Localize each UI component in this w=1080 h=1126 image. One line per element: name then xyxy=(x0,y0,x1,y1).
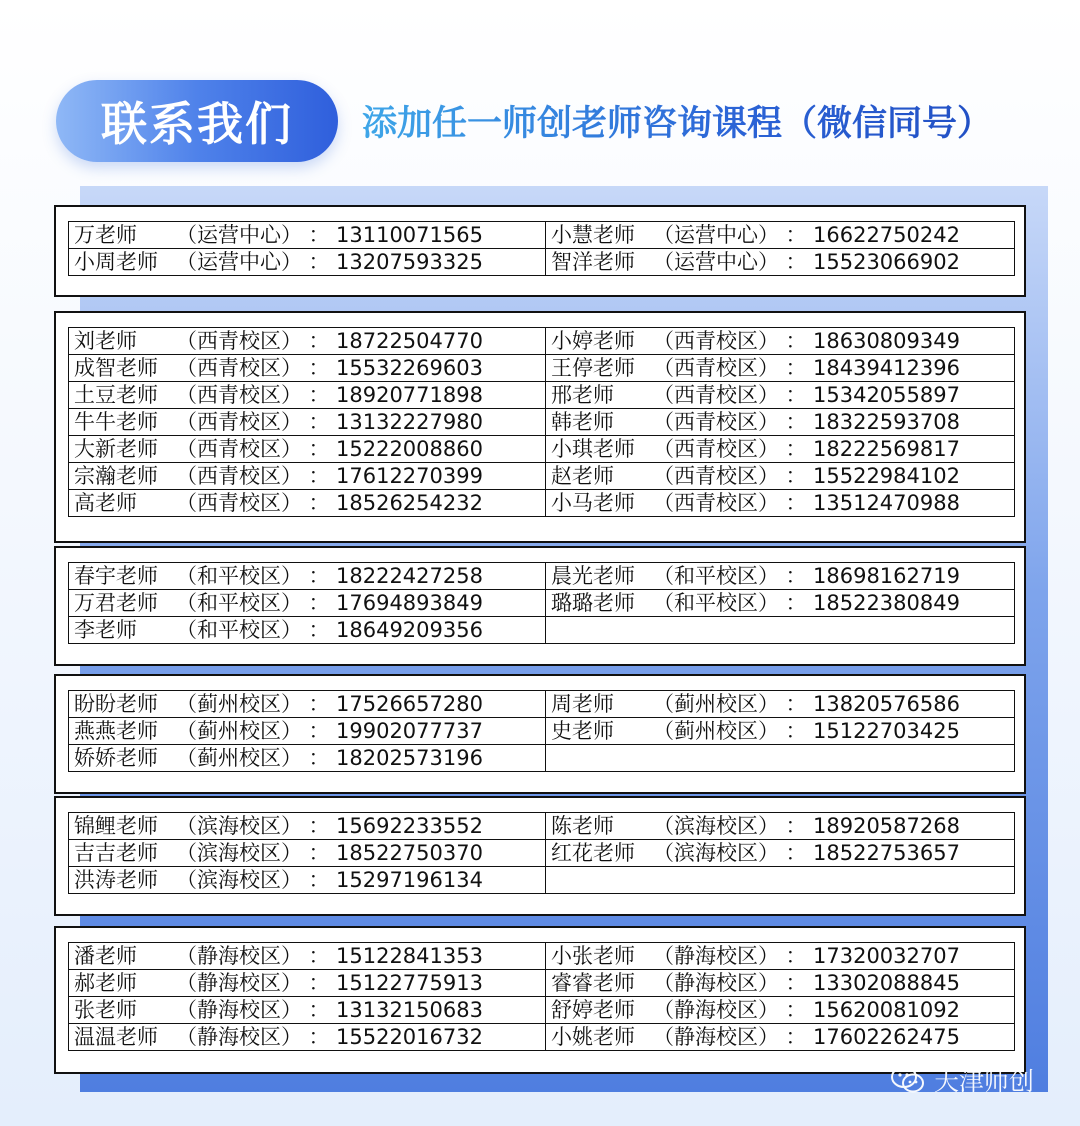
table-row xyxy=(69,590,1015,617)
table-row xyxy=(69,813,1015,840)
contact-cell xyxy=(546,355,1015,382)
teacher-name: 小姚老师 xyxy=(551,1025,635,1049)
phone-number[interactable]: 15692233552 xyxy=(336,814,483,838)
phone-number[interactable]: 18526254232 xyxy=(336,491,483,515)
separator: ： xyxy=(308,356,330,380)
separator: ： xyxy=(308,868,330,892)
campus-label: （静海校区） xyxy=(653,944,779,968)
teacher-name: 春宇老师 xyxy=(74,564,158,588)
contact-cell xyxy=(546,563,1015,590)
watermark-text: 天津师创 xyxy=(934,1067,1035,1096)
separator: ： xyxy=(308,564,330,588)
table-row xyxy=(69,617,1015,644)
teacher-name: 小张老师 xyxy=(551,944,635,968)
table-row xyxy=(69,355,1015,382)
separator: ： xyxy=(785,223,807,247)
campus-label: （蓟州校区） xyxy=(653,692,779,716)
phone-number[interactable]: 15342055897 xyxy=(813,383,960,407)
separator: ： xyxy=(308,998,330,1022)
teacher-name: 娇娇老师 xyxy=(74,746,158,770)
phone-number[interactable]: 15122775913 xyxy=(336,971,483,995)
campus-label: （西青校区） xyxy=(176,383,302,407)
phone-number[interactable]: 18522380849 xyxy=(813,591,960,615)
separator: ： xyxy=(785,250,807,274)
separator: ： xyxy=(308,437,330,461)
phone-number[interactable]: 15522016732 xyxy=(336,1025,483,1049)
contact-cell xyxy=(69,970,546,997)
phone-number[interactable]: 16622750242 xyxy=(813,223,960,247)
separator: ： xyxy=(785,692,807,716)
phone-number[interactable]: 17612270399 xyxy=(336,464,483,488)
teacher-name: 璐璐老师 xyxy=(551,591,635,615)
teacher-name: 小周老师 xyxy=(74,250,158,274)
teacher-name: 刘老师 xyxy=(74,329,137,353)
separator: ： xyxy=(308,841,330,865)
teacher-name: 智洋老师 xyxy=(551,250,635,274)
teacher-name: 小慧老师 xyxy=(551,223,635,247)
contact-cell xyxy=(69,867,546,894)
page-subtitle: 添加任一师创老师咨询课程（微信同号） xyxy=(362,96,992,152)
campus-label: （西青校区） xyxy=(653,329,779,353)
contact-cell xyxy=(546,328,1015,355)
separator: ： xyxy=(308,491,330,515)
contact-cell xyxy=(546,409,1015,436)
teacher-name: 小婷老师 xyxy=(551,329,635,353)
separator: ： xyxy=(308,223,330,247)
phone-number[interactable]: 15620081092 xyxy=(813,998,960,1022)
separator: ： xyxy=(308,746,330,770)
table-row xyxy=(69,718,1015,745)
teacher-name: 盼盼老师 xyxy=(74,692,158,716)
separator: ： xyxy=(785,1025,807,1049)
phone-number[interactable]: 15522984102 xyxy=(813,464,960,488)
separator: ： xyxy=(785,410,807,434)
phone-number[interactable]: 18649209356 xyxy=(336,618,483,642)
contact-cell xyxy=(69,691,546,718)
contact-section xyxy=(54,546,1026,666)
contact-cell xyxy=(69,840,546,867)
phone-number[interactable]: 15222008860 xyxy=(336,437,483,461)
contact-cell xyxy=(546,718,1015,745)
contact-cell xyxy=(546,970,1015,997)
table-row xyxy=(69,409,1015,436)
contact-cell xyxy=(69,328,546,355)
phone-number[interactable]: 13512470988 xyxy=(813,491,960,515)
empty-cell xyxy=(546,745,1015,772)
phone-number[interactable]: 17526657280 xyxy=(336,692,483,716)
contact-table xyxy=(68,327,1015,517)
phone-number[interactable]: 18920771898 xyxy=(336,383,483,407)
contact-cell xyxy=(546,249,1015,276)
contact-cell xyxy=(69,617,546,644)
contact-cell xyxy=(69,745,546,772)
teacher-name: 赵老师 xyxy=(551,464,614,488)
contact-cell xyxy=(546,813,1015,840)
campus-label: （蓟州校区） xyxy=(176,746,302,770)
separator: ： xyxy=(308,692,330,716)
contact-cell xyxy=(546,463,1015,490)
watermark xyxy=(890,1062,1034,1098)
campus-label: （静海校区） xyxy=(176,971,302,995)
contact-cell xyxy=(546,590,1015,617)
separator: ： xyxy=(308,944,330,968)
contact-cell xyxy=(69,563,546,590)
phone-number[interactable]: 18630809349 xyxy=(813,329,960,353)
campus-label: （静海校区） xyxy=(176,944,302,968)
table-row xyxy=(69,463,1015,490)
phone-number[interactable]: 18522753657 xyxy=(813,841,960,865)
campus-label: （西青校区） xyxy=(176,464,302,488)
phone-number[interactable]: 15297196134 xyxy=(336,868,483,892)
separator: ： xyxy=(308,1025,330,1049)
phone-number[interactable]: 18920587268 xyxy=(813,814,960,838)
table-row xyxy=(69,970,1015,997)
separator: ： xyxy=(785,383,807,407)
teacher-name: 洪涛老师 xyxy=(74,868,158,892)
contact-cell xyxy=(546,691,1015,718)
contact-cell xyxy=(69,355,546,382)
contact-cell xyxy=(69,490,546,517)
contact-cell xyxy=(546,490,1015,517)
campus-label: （静海校区） xyxy=(176,998,302,1022)
campus-label: （运营中心） xyxy=(176,223,302,247)
contact-cell xyxy=(69,943,546,970)
campus-label: （运营中心） xyxy=(176,250,302,274)
separator: ： xyxy=(785,841,807,865)
empty-cell xyxy=(546,617,1015,644)
table-row xyxy=(69,328,1015,355)
separator: ： xyxy=(308,814,330,838)
phone-number[interactable]: 18722504770 xyxy=(336,329,483,353)
campus-label: （运营中心） xyxy=(653,223,779,247)
teacher-name: 土豆老师 xyxy=(74,383,158,407)
contact-cell xyxy=(69,409,546,436)
separator: ： xyxy=(308,410,330,434)
contact-table xyxy=(68,812,1015,894)
table-row xyxy=(69,382,1015,409)
teacher-name: 万君老师 xyxy=(74,591,158,615)
contact-cell xyxy=(69,436,546,463)
phone-number[interactable]: 13132227980 xyxy=(336,410,483,434)
table-row xyxy=(69,943,1015,970)
contact-table xyxy=(68,942,1015,1051)
table-row xyxy=(69,249,1015,276)
separator: ： xyxy=(308,618,330,642)
phone-number[interactable]: 15122841353 xyxy=(336,944,483,968)
contact-cell xyxy=(546,436,1015,463)
campus-label: （静海校区） xyxy=(653,971,779,995)
campus-label: （和平校区） xyxy=(176,564,302,588)
table-row xyxy=(69,997,1015,1024)
contact-section xyxy=(54,311,1026,543)
campus-label: （和平校区） xyxy=(176,591,302,615)
teacher-name: 成智老师 xyxy=(74,356,158,380)
teacher-name: 吉吉老师 xyxy=(74,841,158,865)
table-row xyxy=(69,490,1015,517)
phone-number[interactable]: 13820576586 xyxy=(813,692,960,716)
teacher-name: 张老师 xyxy=(74,998,137,1022)
contact-section xyxy=(54,674,1026,794)
separator: ： xyxy=(308,719,330,743)
separator: ： xyxy=(785,329,807,353)
separator: ： xyxy=(785,814,807,838)
contact-table xyxy=(68,221,1015,276)
phone-number[interactable]: 18322593708 xyxy=(813,410,960,434)
teacher-name: 高老师 xyxy=(74,491,137,515)
campus-label: （和平校区） xyxy=(653,564,779,588)
table-row xyxy=(69,691,1015,718)
campus-label: （西青校区） xyxy=(176,410,302,434)
contact-cell xyxy=(69,997,546,1024)
campus-label: （静海校区） xyxy=(653,1025,779,1049)
campus-label: （运营中心） xyxy=(653,250,779,274)
teacher-name: 宗瀚老师 xyxy=(74,464,158,488)
teacher-name: 燕燕老师 xyxy=(74,719,158,743)
empty-cell xyxy=(546,867,1015,894)
teacher-name: 大新老师 xyxy=(74,437,158,461)
teacher-name: 郝老师 xyxy=(74,971,137,995)
phone-number[interactable]: 18698162719 xyxy=(813,564,960,588)
phone-number[interactable]: 15532269603 xyxy=(336,356,483,380)
table-row xyxy=(69,222,1015,249)
page-title: 联系我们 xyxy=(56,80,338,162)
teacher-name: 邢老师 xyxy=(551,383,614,407)
teacher-name: 小琪老师 xyxy=(551,437,635,461)
teacher-name: 舒婷老师 xyxy=(551,998,635,1022)
separator: ： xyxy=(785,971,807,995)
contact-cell xyxy=(69,590,546,617)
phone-number[interactable]: 15122703425 xyxy=(813,719,960,743)
contact-cell xyxy=(546,222,1015,249)
contact-cell xyxy=(546,997,1015,1024)
campus-label: （滨海校区） xyxy=(176,814,302,838)
campus-label: （蓟州校区） xyxy=(176,692,302,716)
campus-label: （和平校区） xyxy=(176,618,302,642)
campus-label: （西青校区） xyxy=(176,329,302,353)
contact-cell xyxy=(69,718,546,745)
phone-number[interactable]: 18222427258 xyxy=(336,564,483,588)
teacher-name: 潘老师 xyxy=(74,944,137,968)
teacher-name: 王停老师 xyxy=(551,356,635,380)
separator: ： xyxy=(308,383,330,407)
teacher-name: 韩老师 xyxy=(551,410,614,434)
campus-label: （静海校区） xyxy=(653,998,779,1022)
campus-label: （静海校区） xyxy=(176,1025,302,1049)
phone-number[interactable]: 18439412396 xyxy=(813,356,960,380)
campus-label: （蓟州校区） xyxy=(653,719,779,743)
separator: ： xyxy=(785,356,807,380)
contact-cell xyxy=(69,813,546,840)
teacher-name: 史老师 xyxy=(551,719,614,743)
campus-label: （西青校区） xyxy=(653,383,779,407)
separator: ： xyxy=(785,944,807,968)
separator: ： xyxy=(785,437,807,461)
table-row xyxy=(69,867,1015,894)
contact-cell xyxy=(69,382,546,409)
campus-label: （西青校区） xyxy=(653,464,779,488)
teacher-name: 晨光老师 xyxy=(551,564,635,588)
contact-cell xyxy=(69,1024,546,1051)
campus-label: （滨海校区） xyxy=(653,814,779,838)
separator: ： xyxy=(308,971,330,995)
contact-section xyxy=(54,926,1026,1074)
phone-number[interactable]: 18522750370 xyxy=(336,841,483,865)
campus-label: （西青校区） xyxy=(653,491,779,515)
contact-cell xyxy=(546,840,1015,867)
separator: ： xyxy=(785,719,807,743)
campus-label: （滨海校区） xyxy=(653,841,779,865)
contact-cell xyxy=(69,249,546,276)
teacher-name: 周老师 xyxy=(551,692,614,716)
teacher-name: 温温老师 xyxy=(74,1025,158,1049)
phone-number[interactable]: 13110071565 xyxy=(336,223,483,247)
contact-cell xyxy=(546,943,1015,970)
separator: ： xyxy=(785,464,807,488)
teacher-name: 李老师 xyxy=(74,618,137,642)
campus-label: （滨海校区） xyxy=(176,868,302,892)
table-row xyxy=(69,745,1015,772)
separator: ： xyxy=(308,250,330,274)
teacher-name: 万老师 xyxy=(74,223,137,247)
contact-section xyxy=(54,796,1026,916)
campus-label: （西青校区） xyxy=(653,410,779,434)
contact-table xyxy=(68,562,1015,644)
phone-number[interactable]: 13207593325 xyxy=(336,250,483,274)
campus-label: （西青校区） xyxy=(653,437,779,461)
phone-number[interactable]: 13132150683 xyxy=(336,998,483,1022)
contact-section xyxy=(54,205,1026,297)
separator: ： xyxy=(785,564,807,588)
teacher-name: 睿睿老师 xyxy=(551,971,635,995)
phone-number[interactable]: 13302088845 xyxy=(813,971,960,995)
teacher-name: 锦鲤老师 xyxy=(74,814,158,838)
separator: ： xyxy=(308,591,330,615)
campus-label: （西青校区） xyxy=(176,437,302,461)
contact-cell xyxy=(546,1024,1015,1051)
teacher-name: 小马老师 xyxy=(551,491,635,515)
phone-number[interactable]: 18202573196 xyxy=(336,746,483,770)
phone-number[interactable]: 17320032707 xyxy=(813,944,960,968)
separator: ： xyxy=(785,591,807,615)
wechat-icon xyxy=(890,1065,926,1095)
separator: ： xyxy=(308,464,330,488)
phone-number[interactable]: 17694893849 xyxy=(336,591,483,615)
separator: ： xyxy=(785,491,807,515)
phone-number[interactable]: 19902077737 xyxy=(336,719,483,743)
table-row xyxy=(69,840,1015,867)
phone-number[interactable]: 18222569817 xyxy=(813,437,960,461)
table-row xyxy=(69,1024,1015,1051)
phone-number[interactable]: 15523066902 xyxy=(813,250,960,274)
campus-label: （和平校区） xyxy=(653,591,779,615)
contact-cell xyxy=(546,382,1015,409)
table-row xyxy=(69,436,1015,463)
campus-label: （西青校区） xyxy=(653,356,779,380)
table-row xyxy=(69,563,1015,590)
teacher-name: 陈老师 xyxy=(551,814,614,838)
contact-cell xyxy=(69,463,546,490)
separator: ： xyxy=(308,329,330,353)
phone-number[interactable]: 17602262475 xyxy=(813,1025,960,1049)
campus-label: （西青校区） xyxy=(176,491,302,515)
campus-label: （西青校区） xyxy=(176,356,302,380)
campus-label: （蓟州校区） xyxy=(176,719,302,743)
separator: ： xyxy=(785,998,807,1022)
campus-label: （滨海校区） xyxy=(176,841,302,865)
teacher-name: 牛牛老师 xyxy=(74,410,158,434)
contact-cell xyxy=(69,222,546,249)
contact-table xyxy=(68,690,1015,772)
teacher-name: 红花老师 xyxy=(551,841,635,865)
